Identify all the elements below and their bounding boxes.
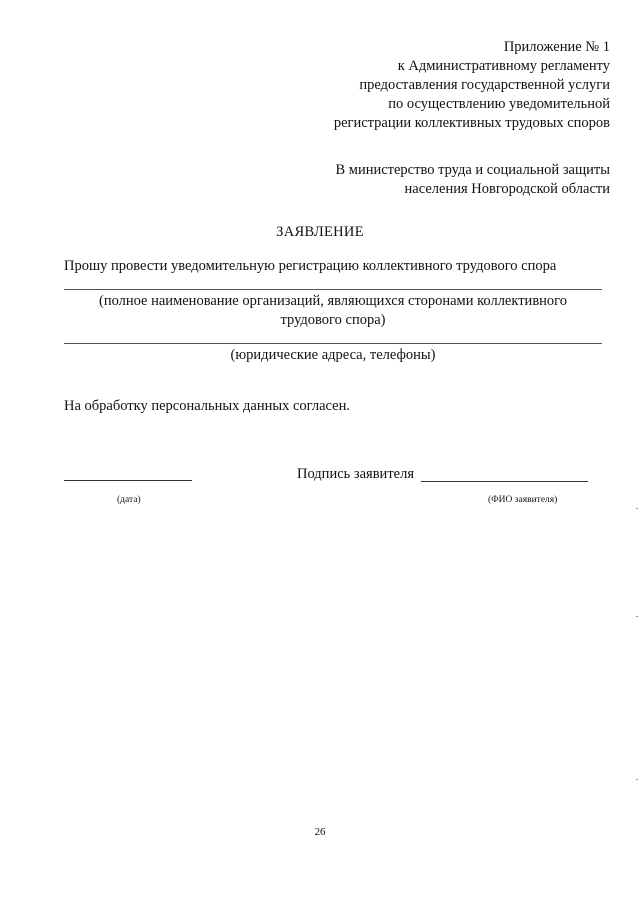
consent-text: На обработку персональных данных согласен. [64, 398, 350, 414]
addresses-field-caption: (юридические адреса, телефоны) [230, 347, 436, 363]
addressee-block [335, 161, 610, 199]
organizations-field-line[interactable] [64, 289, 602, 290]
request-text: Прошу провести уведомительную регистрацию коллективного трудового спора [64, 258, 557, 274]
organizations-caption-line: (полное наименование организаций, являющихся сторонами коллективного [98, 293, 568, 309]
appendix-header [334, 38, 610, 133]
scan-margin-mark [636, 508, 638, 509]
signature-field-line[interactable] [421, 481, 588, 482]
appendix-line: по осуществлению уведомительной [388, 96, 610, 112]
scan-margin-mark [636, 616, 638, 617]
organizations-caption-line: трудового спора) [280, 312, 386, 328]
date-field-line[interactable] [64, 480, 192, 481]
appendix-line: Приложение № 1 [503, 39, 610, 55]
appendix-line: предоставления государственной услуги [359, 77, 610, 93]
fio-caption: (ФИО заявителя) [488, 495, 558, 505]
date-caption: (дата) [117, 495, 141, 505]
page-number: 26 [314, 826, 326, 838]
appendix-line: регистрации коллективных трудовых споров [333, 115, 610, 131]
scan-margin-mark [636, 779, 638, 780]
appendix-line: к Административному регламенту [397, 58, 610, 74]
signature-label: Подпись заявителя [297, 466, 414, 482]
addressee-line: населения Новгородской области [404, 181, 610, 197]
document-title: ЗАЯВЛЕНИЕ [276, 224, 364, 240]
addressee-line: В министерство труда и социальной защиты [335, 162, 610, 178]
organizations-field-caption [64, 292, 602, 330]
addresses-field-line[interactable] [64, 343, 602, 344]
